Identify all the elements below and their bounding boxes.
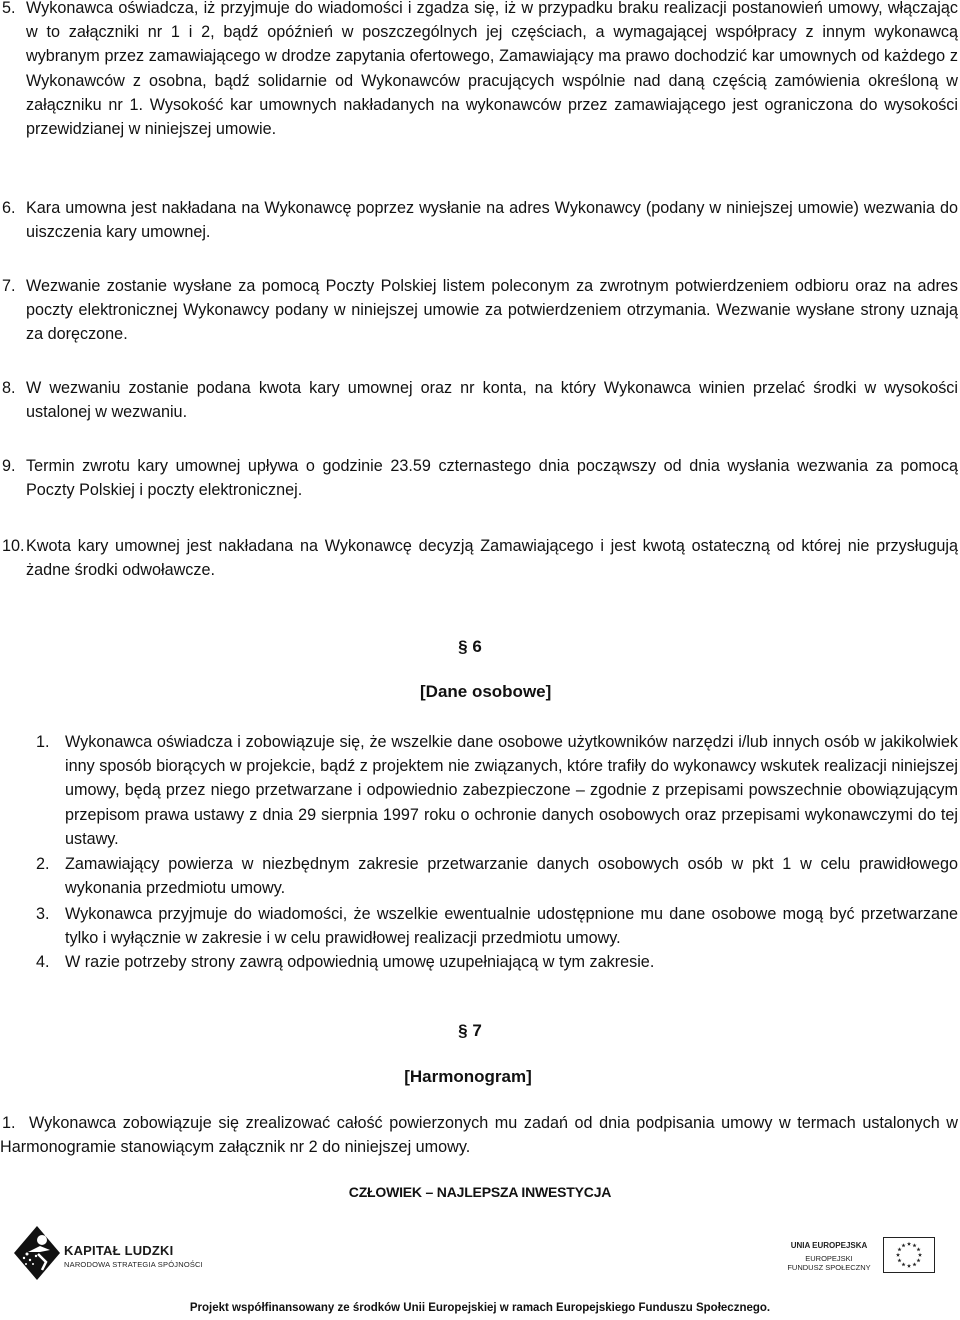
- para-5-text: Wykonawca oświadcza, iż przyjmuje do wiadomości i zgadza się, iż w przypadku braku realizacji postanowień umowy, włączając w to załączniki nr 1 i 2, bądź opóźnień w poszczególnych jej częściach, a wymagającej współpracy z innym wykonawcą wybranym przez zamawiającego w drodze zapytania ofertowego, Zamawiający ma prawo dochodzić kar umownych od każdego z Wykonawców z osobna, bądź solidarnie od Wykonawców pracujących wspólnie nad daną częścią zamówienia określoną w załączniku nr 1. Wysokość kar umownych nakładanych na wykonawców przez zamawiającego jest ograniczona do wysokości przewidzianej w niniejszej umowie.: [26, 0, 958, 139]
- section-6-title: [Dane osobowe]: [420, 682, 552, 701]
- s6-item-4-text: W razie potrzeby strony zawrą odpowiednią umowę uzupełniającą w tym zakresie.: [65, 953, 655, 971]
- para-10-text: Kwota kary umownej jest nakładana na Wykonawcę decyzją Zamawiającego i jest kwotą ostateczną od której nie przysługują żadne środki odwoławcze.: [26, 537, 958, 580]
- s6-item-2-text: Zamawiający powierza w niezbędnym zakresie przetwarzanie danych osobowych osób w pkt 1 w celu prawidłowego wykonania przedmiotu umowy.: [65, 855, 958, 898]
- para-7-number: 7.: [2, 277, 16, 295]
- para-9-text: Termin zwrotu kary umownej upływa o godzinie 23.59 czternastego dnia począwszy od dnia wysłania wezwania za pomocą Poczty Polskiej i poczty elektronicznej.: [26, 457, 958, 500]
- para-5-number: 5.: [2, 0, 16, 17]
- para-6-number: 6.: [2, 199, 16, 217]
- para-6-text: Kara umowna jest nakładana na Wykonawcę poprzez wysłanie na adres Wykonawcy (podany w niniejszej umowie) wezwania do uiszczenia kary umownej.: [26, 199, 958, 242]
- section-6-mark: § 6: [458, 637, 482, 656]
- s7-item-1-number: 1.: [2, 1114, 16, 1132]
- section-7-mark: § 7: [458, 1021, 482, 1040]
- kl-title: KAPITAŁ LUDZKI: [64, 1243, 174, 1258]
- eu-line1: UNIA EUROPEJSKA: [790, 1241, 868, 1250]
- eu-flag-icon: [883, 1237, 935, 1273]
- kapital-ludzki-brand: [64, 1243, 203, 1269]
- s6-item-2-number: 2.: [36, 855, 50, 873]
- s7-item-1-text: Wykonawca zobowiązuje się zrealizować całość powierzonych mu zadań od dnia podpisania umowy w termach ustalonych w Harmonogramie stanowiącym załącznik nr 2 do niniejszej umowy.: [0, 1114, 958, 1157]
- section-7-title: [Harmonogram]: [404, 1067, 532, 1086]
- para-8-number: 8.: [2, 379, 16, 397]
- para-9-number: 9.: [2, 457, 16, 475]
- kapital-ludzki-logo-icon: [14, 1226, 60, 1280]
- para-10-number: 10.: [2, 537, 25, 555]
- kl-subtitle: NARODOWA STRATEGIA SPÓJNOŚCI: [64, 1260, 203, 1269]
- footer-cofinance: Projekt współfinansowany ze środków Unii Europejskiej w ramach Europejskiego Funduszu Społecznego.: [189, 1302, 771, 1314]
- s6-item-4-number: 4.: [36, 953, 50, 971]
- eu-brand: [780, 1241, 878, 1272]
- eu-line2: EUROPEJSKI: [805, 1254, 853, 1263]
- para-8-text: W wezwaniu zostanie podana kwota kary umownej oraz nr konta, na który Wykonawca winien przelać środki w wysokości ustalonej w wezwaniu.: [26, 379, 958, 422]
- s6-item-3-number: 3.: [36, 905, 50, 923]
- para-7-text: Wezwanie zostanie wysłane za pomocą Poczty Polskiej listem poleconym za zwrotnym potwierdzeniem odbioru oraz na adres poczty elektronicznej Wykonawcy podany w niniejszej umowie za potwierdzeniem otrzymania. Wezwanie wysłane strony uznają za doręczone.: [26, 277, 958, 344]
- s6-item-1-number: 1.: [36, 733, 50, 751]
- s6-item-3-text: Wykonawca przyjmuje do wiadomości, że wszelkie ewentualnie udostępnione mu dane osobowe mogą być przetwarzane tylko i wyłącznie w zakresie i w celu prawidłowej realizacji przedmiotu umowy.: [65, 905, 958, 948]
- footer-slogan: CZŁOWIEK – NAJLEPSZA INWESTYCJA: [348, 1184, 612, 1200]
- s6-item-1-text: Wykonawca oświadcza i zobowiązuje się, że wszelkie dane osobowe użytkowników narzędzi i/lub innych osób w jakikolwiek inny sposób biorących w projekcie, bądź z projektem nie związanych, które trafiły do wykonawcy wskutek realizacji niniejszej umowy, będą przez niego przetwarzane i odpowiednio zabezpieczone – zgodnie z przepisami powszechnie obowiązującym przepisom prawa ustawy z dnia 29 sierpnia 1997 roku o ochronie danych osobowych oraz przepisami wykonawczymi do tej ustawy.: [65, 733, 958, 848]
- eu-line3: FUNDUSZ SPOŁECZNY: [787, 1263, 871, 1272]
